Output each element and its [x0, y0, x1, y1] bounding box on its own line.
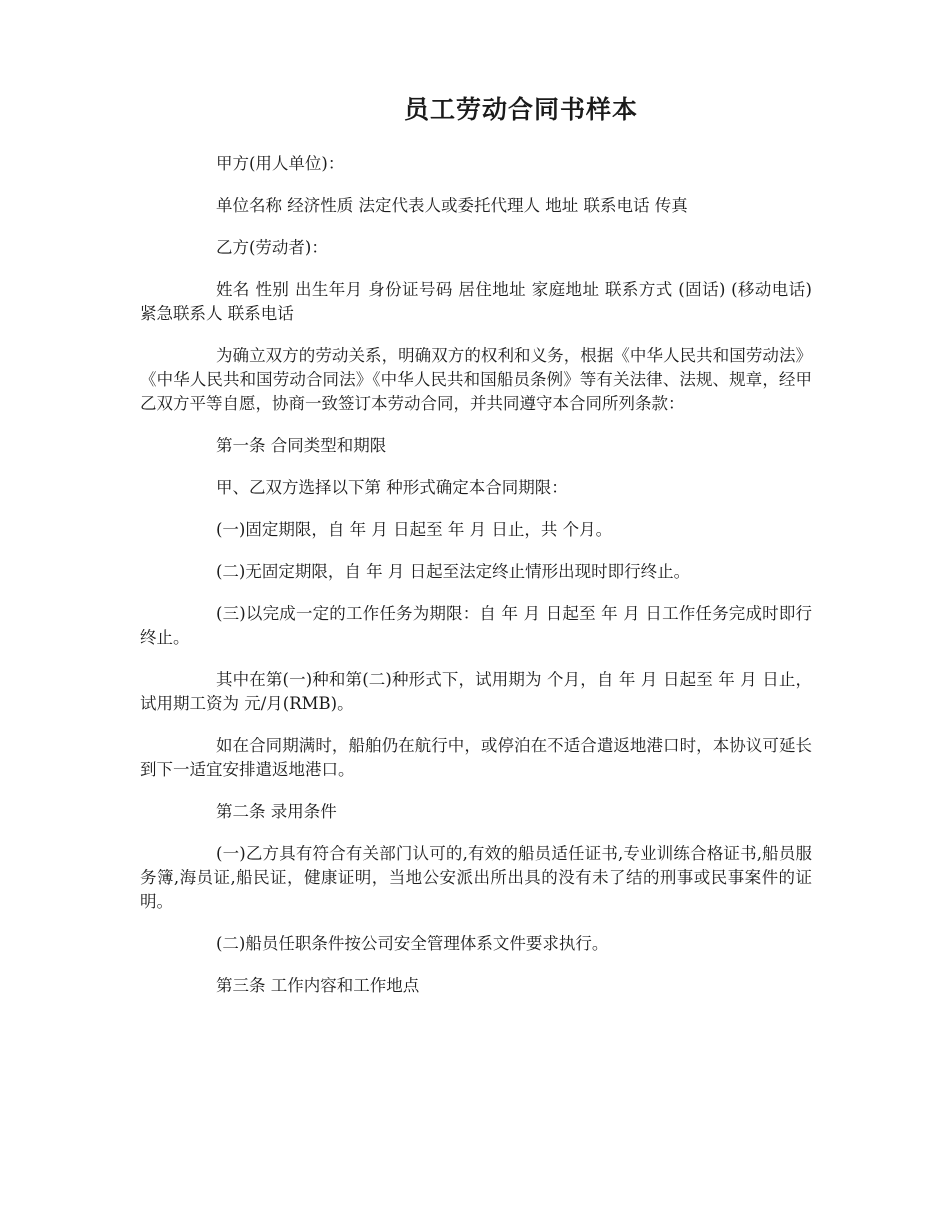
paragraph-preamble: 为确立双方的劳动关系，明确双方的权利和义务，根据《中华人民共和国劳动法》《中华人民共和国劳动合同法》《中华人民共和国船员条例》等有关法律、法规、规章，经甲乙双方平等自愿，协商一致签订本劳动合同，并共同遵守本合同所列条款：: [140, 346, 812, 413]
article-1-item-2: (二)无固定期限，自 年 月 日起至法定终止情形出现时即行终止。: [216, 562, 691, 581]
paragraph-party-a-fields: 单位名称 经济性质 法定代表人或委托代理人 地址 联系电话 传真: [216, 196, 688, 215]
document-title: 员工劳动合同书样本: [403, 95, 638, 124]
paragraph-party-b: 乙方(劳动者)：: [216, 238, 328, 257]
article-2-heading: 第二条 录用条件: [216, 802, 337, 821]
article-2-item-2: (二)船员任职条件按公司安全管理体系文件要求执行。: [216, 934, 609, 953]
article-1-item-3: (三)以完成一定的工作任务为期限：自 年 月 日起至 年 月 日工作任务完成时即行终止。: [140, 604, 812, 647]
article-1-intro: 甲、乙双方选择以下第 种形式确定本合同期限：: [216, 478, 568, 497]
article-2-item-1: (一)乙方具有符合有关部门认可的,有效的船员适任证书,专业训练合格证书,船员服务簿,海员证,船民证，健康证明，当地公安派出所出具的没有未了结的刑事或民事案件的证明。: [140, 844, 812, 911]
article-1-probation: 其中在第(一)种和第(二)种形式下，试用期为 个月，自 年 月 日起至 年 月 日止，试用期工资为 元/月(RMB)。: [140, 670, 812, 713]
article-1-heading: 第一条 合同类型和期限: [216, 436, 387, 455]
article-1-extension: 如在合同期满时，船舶仍在航行中，或停泊在不适合遣返地港口时，本协议可延长到下一适宜安排遣返地港口。: [140, 736, 812, 779]
article-3-heading: 第三条 工作内容和工作地点: [216, 976, 420, 995]
paragraph-party-b-fields: 姓名 性别 出生年月 身份证号码 居住地址 家庭地址 联系方式 (固话) (移动电话) 紧急联系人 联系电话: [140, 280, 812, 323]
paragraph-party-a: 甲方(用人单位)：: [216, 154, 345, 173]
article-1-item-1: (一)固定期限，自 年 月 日起至 年 月 日止，共 个月。: [216, 520, 613, 539]
document-body: [140, 152, 812, 1016]
